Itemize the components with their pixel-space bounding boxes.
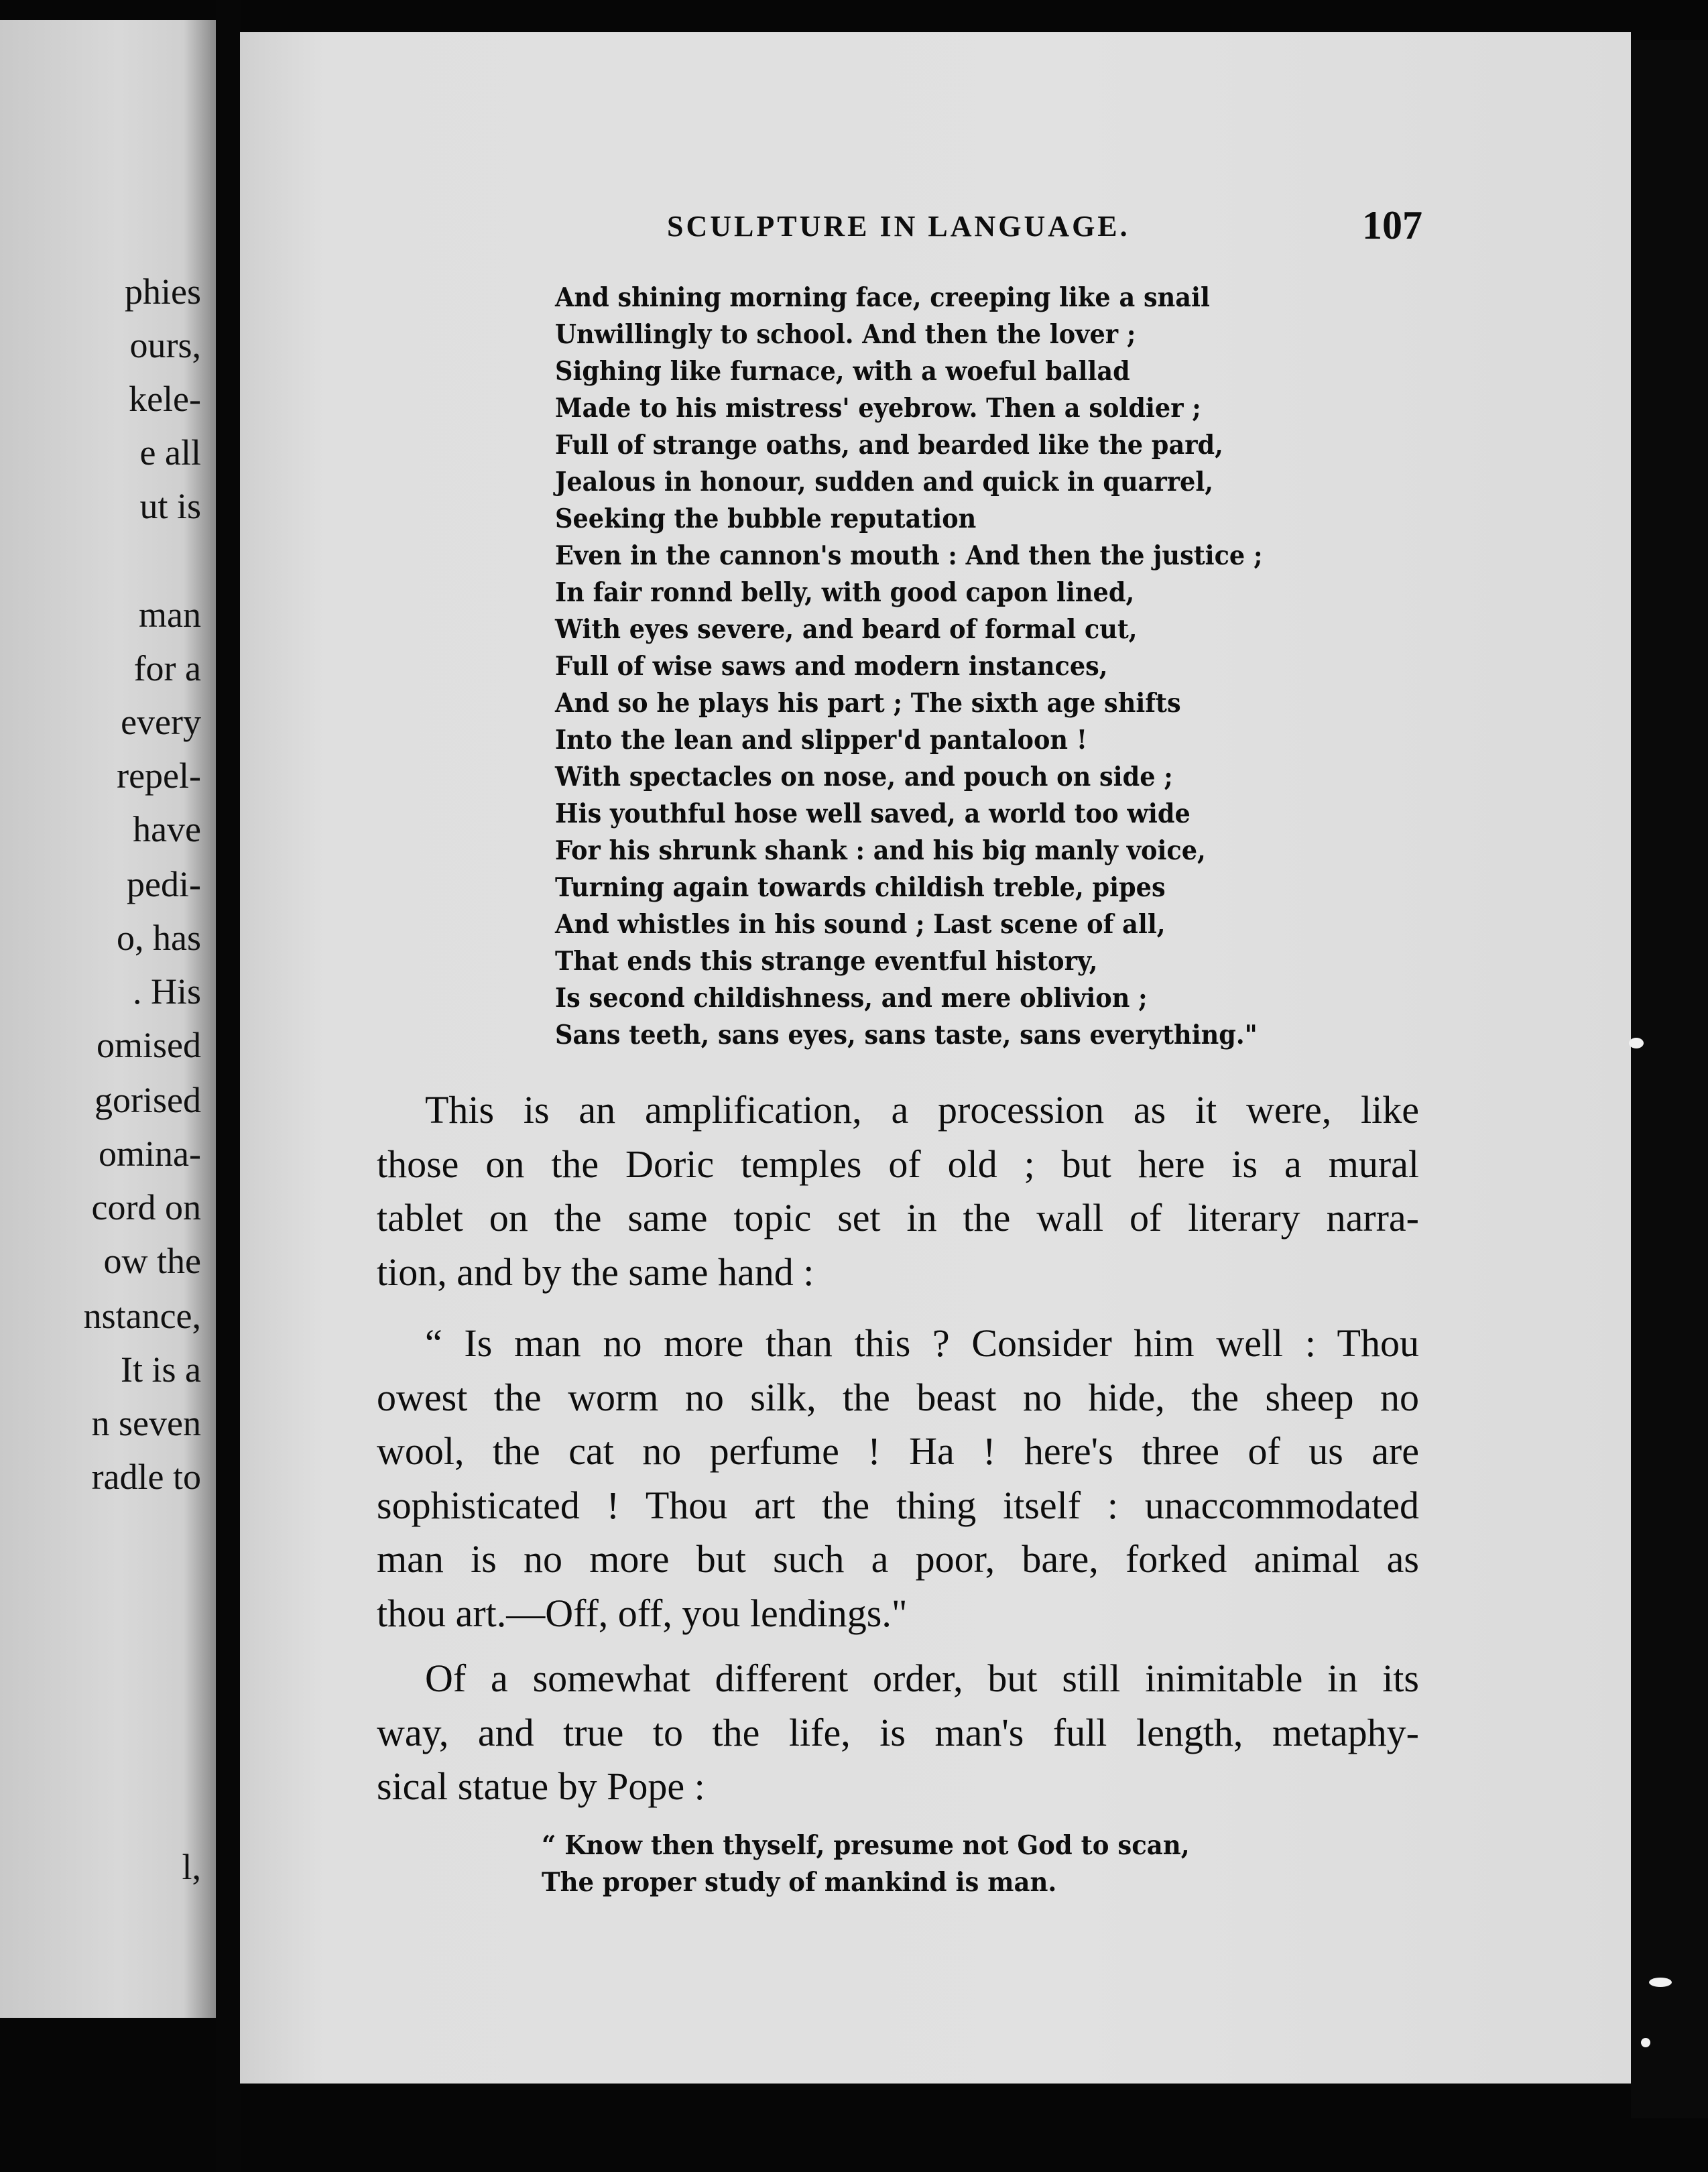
left-page-line: nstance, <box>83 1296 201 1336</box>
paragraph-line: tablet on the same topic set in the wall of literary narra- <box>377 1196 1419 1240</box>
left-page-line: ut is <box>139 486 201 526</box>
verse-line: With spectacles on nose, and pouch on side ; <box>555 762 1173 792</box>
verse-line: Into the lean and slipper'd pantaloon ! <box>555 725 1087 756</box>
paragraph-line: sophisticated ! Thou art the thing itself : unaccommodated <box>377 1483 1419 1527</box>
scan-speck <box>1641 2038 1650 2047</box>
verse-line: Sans teeth, sans eyes, sans taste, sans everything." <box>555 1020 1258 1050</box>
verse-line: Even in the cannon's mouth : And then the justice ; <box>555 540 1263 571</box>
verse-line: Is second childishness, and mere oblivion ; <box>555 983 1148 1014</box>
paragraph-lear-quote <box>377 1317 1419 1640</box>
verse-line: Jealous in honour, sudden and quick in quarrel, <box>555 467 1214 497</box>
verse-line: And whistles in his sound ; Last scene of all, <box>555 909 1166 940</box>
left-page-line: phies <box>125 272 201 312</box>
paragraph-line: This is an amplification, a procession as it were, like <box>425 1088 1419 1132</box>
left-page-line: gorised <box>95 1080 201 1120</box>
verse-line: Full of strange oaths, and bearded like the pard, <box>555 430 1223 461</box>
paragraph-line: sical statue by Pope : <box>377 1764 705 1808</box>
verse-line: That ends this strange eventful history, <box>555 946 1098 977</box>
left-page-line: for a <box>133 648 201 688</box>
verse-line: And shining morning face, creeping like a snail <box>555 282 1210 313</box>
paragraph-line: “ Is man no more than this ? Consider him well : Thou <box>425 1321 1419 1365</box>
verse-line: Sighing like furnace, with a woeful ballad <box>555 356 1130 387</box>
verse-line: Turning again towards childish treble, pipes <box>555 872 1166 903</box>
left-page-line: omised <box>97 1025 201 1065</box>
scan-speck <box>1629 1038 1644 1048</box>
verse-line: Unwillingly to school. And then the lover ; <box>555 319 1136 350</box>
verse-line: For his shrunk shank : and his big manly voice, <box>555 835 1206 866</box>
left-page-line: pedi- <box>127 864 201 904</box>
paragraph-line: owest the worm no silk, the beast no hide, the sheep no <box>377 1375 1419 1419</box>
verse-line: His youthful hose well saved, a world too wide <box>555 798 1191 829</box>
verse-block <box>555 280 1346 1054</box>
left-page-line: It is a <box>121 1349 201 1390</box>
left-page-line: every <box>121 702 201 742</box>
page-number: 107 <box>1362 203 1422 247</box>
left-page-line: cord on <box>91 1187 201 1227</box>
left-page-line: repel- <box>117 756 201 796</box>
left-page-line: . His <box>132 971 201 1012</box>
verse-line: Full of wise saws and modern instances, <box>555 651 1108 682</box>
left-page-line: radle to <box>91 1457 201 1497</box>
page-edge-shadow <box>1631 40 1708 2118</box>
paragraph-amplification <box>377 1083 1419 1299</box>
paragraph-line: Of a somewhat different order, but still inimitable in its <box>425 1656 1419 1700</box>
left-page-line: kele- <box>129 379 201 419</box>
pope-quotation <box>542 1827 1279 1901</box>
left-page-line: l, <box>182 1847 201 1887</box>
verse-line: And so he plays his part ; The sixth age shifts <box>555 688 1181 719</box>
left-page-line: omina- <box>99 1134 201 1174</box>
running-head: SCULPTURE IN LANGUAGE. <box>667 210 1130 243</box>
paragraph-line: those on the Doric temples of old ; but here is a mural <box>377 1142 1419 1186</box>
paragraph-line: wool, the cat no perfume ! Ha ! here's three of us are <box>377 1429 1419 1473</box>
left-page-line: e all <box>139 432 201 473</box>
previous-page-fragment <box>0 20 216 2018</box>
paragraph-pope <box>377 1652 1419 1814</box>
verse-line: Seeking the bubble reputation <box>555 503 977 534</box>
paragraph-line: way, and true to the life, is man's full length, metaphy- <box>377 1710 1419 1754</box>
left-page-line: n seven <box>91 1403 201 1443</box>
paragraph-line: thou art.—Off, off, you lendings." <box>377 1591 908 1635</box>
quotation-line: The proper study of mankind is man. <box>542 1867 1057 1898</box>
left-page-line: ours, <box>129 325 201 365</box>
paragraph-line: man is no more but such a poor, bare, forked animal as <box>377 1537 1419 1581</box>
verse-line: Made to his mistress' eyebrow. Then a soldier ; <box>555 393 1201 424</box>
verse-line: With eyes severe, and beard of formal cut, <box>555 614 1138 645</box>
paragraph-line: tion, and by the same hand : <box>377 1250 814 1294</box>
left-page-line: o, has <box>117 918 201 958</box>
verse-line: In fair ronnd belly, with good capon lined, <box>555 577 1135 608</box>
left-page-line: ow the <box>103 1241 201 1281</box>
left-page-line: have <box>133 809 201 849</box>
scan-speck <box>1649 1978 1672 1987</box>
quotation-line: “ Know then thyself, presume not God to scan, <box>542 1830 1190 1861</box>
left-page-line: man <box>139 595 201 635</box>
book-gutter <box>216 0 241 2172</box>
